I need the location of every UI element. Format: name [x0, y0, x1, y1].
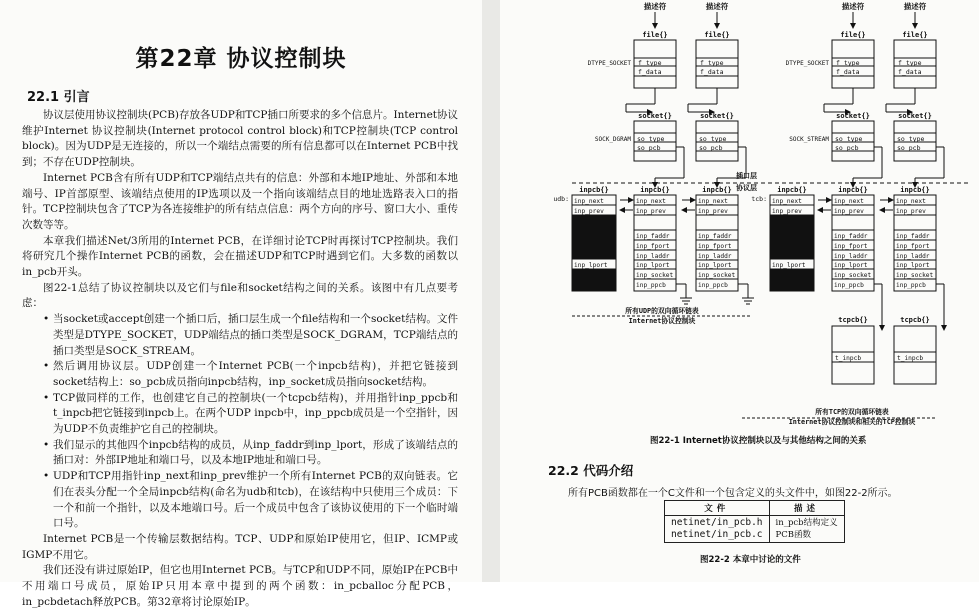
so-type-field: so_type	[637, 135, 665, 143]
inpcb-field: inp_fport	[896, 243, 930, 250]
inpcb-field: inp_prev	[636, 208, 666, 215]
inpcb-field: inp_fport	[636, 243, 670, 250]
col-header-file: 文件	[665, 501, 770, 516]
bullet-item: • 当socket或accept创建一个插口后，插口层生成一个file结构和一个socket结构。文件类型是DTYPE_SOCKET，UDP端结点的插口类型是SOCK_DGRAM，TCP端结点的插口类型是SOCK_STREAM。	[43, 312, 458, 359]
t-inpcb-field: t_inpcb	[835, 355, 862, 362]
inpcb-struct-label: inpcb{}	[640, 186, 670, 194]
inpcb-field: inp_socket	[834, 272, 872, 279]
unused-fields-block	[770, 269, 814, 291]
inpcb-field: inp_socket	[896, 272, 934, 279]
file-cell-h: netinet/in_pcb.h	[671, 517, 763, 528]
descriptor-label: 描述符	[643, 2, 667, 11]
inpcb-field: inp_faddr	[698, 233, 732, 240]
udp-block-label: Internet协议控制块	[628, 317, 696, 325]
page-gutter	[482, 0, 500, 582]
inpcb-struct-label: inpcb{}	[838, 186, 868, 194]
table-row	[665, 516, 845, 543]
paragraph-5: Internet PCB是一个传输层数据结构。TCP、UDP和原始IP使用它，但IP、ICMP或IGMP不用它。	[22, 532, 458, 561]
figure-22-1-diagram	[500, 0, 979, 430]
paragraph-2: Internet PCB含有所有UDP和TCP端结点共有的信息：外部和本地IP地址、外部和本地端号、IP首部原型、该端结点使用的IP选项以及一个指向该端结点目的地址选路表入口的指针。TCP控制块包含了TCP为各连接维护的所有结点信息：两个方向的序号、窗口大小、重传次数等等。	[22, 171, 458, 231]
paragraph-3: 本章我们描述Net/3所用的Internet PCB，在详细讨论TCP时再探讨TCP控制块。我们将研究几个操作Internet PCB的函数，会在描述UDP和TCP时遇到它们。大多数的函数以in_pcb开头。	[22, 234, 458, 279]
figure-22-1-caption: 图22-1 Internet协议控制块以及与其他结构之间的关系	[650, 436, 867, 446]
inpcb-field: inp_lport	[834, 262, 868, 269]
inp-lport-field: inp_lport	[574, 262, 608, 269]
sock-dgram-label: SOCK_DGRAM	[594, 136, 631, 143]
section-22-2-intro: 所有PCB函数都在一个C文件和一个包含定义的头文件中，如图22-2所示。	[568, 488, 898, 499]
section-heading-22-2: 22.2 代码介绍	[548, 463, 634, 478]
inpcb-field: inp_lport	[636, 262, 670, 269]
inpcb-head-label: inpcb{}	[579, 186, 609, 194]
paragraph-4: 图22-1总结了协议控制块以及它们与file和socket结构之间的关系。该图中有几点要考虑：	[22, 281, 458, 310]
f-type-field: f_type	[898, 59, 922, 67]
inpcb-field: inp_next	[834, 198, 864, 205]
tcp-block-label: Internet协议控制块和相关的TCP控制块	[788, 418, 916, 426]
inpcb-field: inp_ppcb	[698, 282, 728, 289]
socket-layer-label: 插口层	[736, 172, 757, 180]
inp-prev-field: inp_prev	[574, 208, 604, 215]
tcb-label: tcb:	[751, 195, 767, 203]
inpcb-field: inp_ppcb	[834, 282, 864, 289]
file-struct-label: file{}	[704, 31, 730, 39]
so-pcb-field: so_pcb	[897, 144, 921, 152]
intro-body	[22, 108, 458, 611]
inpcb-field: inp_laddr	[834, 253, 868, 260]
inpcb-field: inp_prev	[896, 208, 926, 215]
inpcb-field: inp_socket	[636, 272, 674, 279]
inpcb-field: inp_faddr	[636, 233, 670, 240]
so-type-field: so_type	[897, 135, 925, 143]
inpcb-field: inp_prev	[698, 208, 728, 215]
so-type-field: so_type	[699, 135, 727, 143]
f-data-field: f_data	[836, 68, 860, 76]
bullet-item: • TCP做同样的工作，也创建它自己的控制块(一个tcpcb结构)，并用指针inp_ppcb和t_inpcb把它链接到inpcb上。在两个UDP inpcb中，inp_ppcb成员是一个空指针，因为UDP不负责维护它自己的控制块。	[43, 391, 458, 438]
so-pcb-field: so_pcb	[835, 144, 859, 152]
inpcb-field: inp_fport	[698, 243, 732, 250]
figure-22-2-caption: 图22-2 本章中讨论的文件	[700, 555, 801, 565]
so-pcb-field: so_pcb	[699, 144, 723, 152]
f-type-field: f_type	[638, 59, 662, 67]
f-type-field: f_type	[836, 59, 860, 67]
sock-stream-label: SOCK_STREAM	[789, 136, 829, 143]
table-header-row	[665, 501, 845, 516]
inpcb-field: inp_next	[896, 198, 926, 205]
bullet-item: • 然后调用协议层。UDP创建一个Internet PCB(一个inpcb结构)，并把它链接到socket结构上：so_pcb成员指向inpcb结构，inp_socket成员指向socket结构。	[43, 359, 458, 390]
col-header-desc: 描述	[769, 501, 844, 516]
inpcb-head-label: inpcb{}	[777, 186, 807, 194]
t-inpcb-field: t_inpcb	[897, 355, 924, 362]
descriptor-label: 描述符	[841, 2, 865, 11]
right-page	[500, 0, 979, 582]
tcpcb-struct-label: tcpcb{}	[838, 316, 868, 324]
udb-label: udb:	[553, 195, 569, 203]
socket-struct-label: socket{}	[700, 112, 734, 120]
inpcb-struct-label: inpcb{}	[900, 186, 930, 194]
inp-prev-field: inp_prev	[772, 208, 802, 215]
file-struct-label: file{}	[642, 31, 668, 39]
file-struct-label: file{}	[840, 31, 866, 39]
so-pcb-field: so_pcb	[637, 144, 661, 152]
descriptor-label: 描述符	[705, 2, 729, 11]
inpcb-field: inp_ppcb	[636, 282, 666, 289]
paragraph-1: 协议层使用协议控制块(PCB)存放各UDP和TCP插口所要求的多个信息片。Internet协议维护Internet 协议控制块(Internet protocol control block)和TCP控制块(TCP control block)。因为UDP是无连接的，所以一个端结点需要的所有信息都可以在Internet PCB中找到；不存在UDP控制块。	[22, 109, 458, 169]
so-type-field: so_type	[835, 135, 863, 143]
tcp-list-label: 所有TCP的双向循环链表	[815, 408, 889, 416]
inpcb-field: inp_next	[636, 198, 666, 205]
files-table	[664, 500, 845, 543]
inpcb-field: inp_fport	[834, 243, 868, 250]
inpcb-field: inp_faddr	[896, 233, 930, 240]
file-cell-c: netinet/in_pcb.c	[671, 529, 763, 540]
tcpcb-struct-label: tcpcb{}	[900, 316, 930, 324]
file-struct-label: file{}	[902, 31, 928, 39]
inp-next-field: inp_next	[772, 198, 802, 205]
inp-lport-field: inp_lport	[772, 262, 806, 269]
dtype-socket-label: DTYPE_SOCKET	[587, 60, 631, 67]
chapter-title: 第22章 协议控制块	[135, 46, 347, 72]
inpcb-field: inp_prev	[834, 208, 864, 215]
protocol-layer-label: 协议层	[736, 184, 757, 192]
socket-struct-label: socket{}	[836, 112, 870, 120]
unused-fields-block	[572, 269, 616, 291]
inpcb-field: inp_socket	[698, 272, 736, 279]
inpcb-field: inp_laddr	[698, 253, 732, 260]
inpcb-field: inp_faddr	[834, 233, 868, 240]
bullet-item: • UDP和TCP用指针inp_next和inp_prev维护一个所有Internet PCB的双向链表。它们在表头分配一个全局inpcb结构(命名为udb和tcb)，在该结构中只使用三个成员：下一个和前一个指针，以及本地端口号。后一个成员中包含了该协议使用的下一个临时端口号。	[43, 469, 458, 532]
bullet-item: • 我们显示的其他四个inpcb结构的成员，从inp_faddr到inp_lport，形成了该端结点的插口对：外部IP地址和端口号，以及本地IP地址和端口号。	[43, 438, 458, 469]
inpcb-field: inp_laddr	[896, 253, 930, 260]
socket-struct-label: socket{}	[638, 112, 672, 120]
dtype-socket-label: DTYPE_SOCKET	[785, 60, 829, 67]
inpcb-field: inp_lport	[698, 262, 732, 269]
unused-fields-block	[770, 215, 814, 259]
desc-cell-c: PCB函数	[775, 530, 811, 540]
inpcb-struct-label: inpcb{}	[702, 186, 732, 194]
section-heading-22-1: 22.1 引言	[27, 90, 90, 105]
descriptor-label: 描述符	[903, 2, 927, 11]
inpcb-field: inp_lport	[896, 262, 930, 269]
f-type-field: f_type	[700, 59, 724, 67]
unused-fields-block	[572, 215, 616, 259]
left-page	[0, 0, 482, 608]
inpcb-field: inp_next	[698, 198, 728, 205]
f-data-field: f_data	[898, 68, 922, 76]
udp-list-label: 所有UDP的双向循环链表	[625, 307, 699, 315]
desc-cell-h: in_pcb结构定义	[775, 518, 838, 528]
socket-struct-label: socket{}	[898, 112, 932, 120]
paragraph-6: 我们还没有讲过原始IP，但它也用Internet PCB。与TCP和UDP不同，原始IP在PCB中不用端口号成员，原始IP只用本章中提到的两个函数：in_pcballoc分配PCB，in_pcbdetach释放PCB。第32章将讨论原始IP。	[22, 564, 458, 608]
inp-next-field: inp_next	[574, 198, 604, 205]
bullet-list	[22, 312, 458, 532]
f-data-field: f_data	[700, 68, 724, 76]
inpcb-field: inp_laddr	[636, 253, 670, 260]
f-data-field: f_data	[638, 68, 662, 76]
inpcb-field: inp_ppcb	[896, 282, 926, 289]
